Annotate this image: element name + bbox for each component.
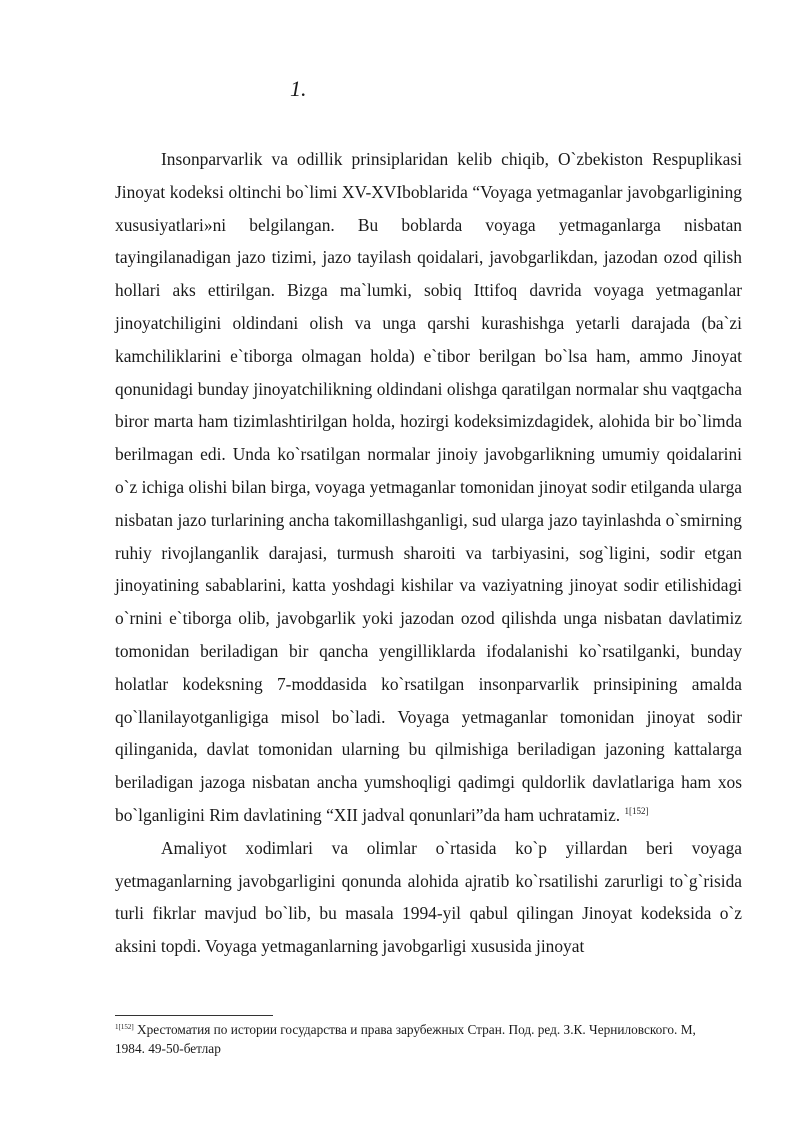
footnote-text: Хрестоматия по истории государства и права зарубежных Стран. Под. ред. З.К. Черниловского. М, 1984. 49-50-бетлар: [115, 1022, 696, 1056]
footnote-reference[interactable]: 1[152]: [624, 805, 649, 816]
footnote-marker: 1[152]: [115, 1023, 134, 1031]
body-text: [115, 143, 742, 963]
footnote: [115, 1020, 715, 1058]
footnote-separator: [115, 1015, 273, 1016]
paragraph-1: [115, 143, 742, 832]
section-heading: 1.: [290, 76, 307, 101]
paragraph-text: Amaliyot xodimlari va olimlar o`rtasida ko`p yillardan beri voyaga yetmaganlarning javobgarligini qonunda alohida ajratib ko`rsatilishi zarurligi to`g`risida turli fikrlar mavjud bo`lib, bu masala 1994-yil qabul qilingan Jinoyat kodeksida o`z aksini topdi. Voyaga yetmaganlarning javobgarligi xususida jinoyat: [115, 837, 742, 957]
paragraph-text: Insonparvarlik va odillik prinsiplaridan kelib chiqib, O`zbekiston Respuplikasi Jinoyat kodeksi oltinchi bo`limi XV-XVIboblarida “Voyaga yetmaganlar javobgarligining xususiyatlari»ni belgilangan. Bu boblarda voyaga yetmaganlarga nisbatan tayingilanadigan jazo tizimi, jazo tayilash qoidalari, javobgarlikdan, jazodan ozod qilish hollari aks ettirilgan. Bizga ma`lumki, sobiq Ittifoq davrida voyaga yetmaganlar jinoyatchiligini oldindani olish va unga qarshi kurashishga yetarli darajada (ba`zi kamchiliklarini e`tiborga olmagan holda) e`tibor berilgan bo`lsa ham, ammo Jinoyat qonunidagi bunday jinoyatchilikning oldindani olishga qaratilgan normalar shu vaqtgacha biror marta ham tizimlashtirilgan holda, hozirgi kodeksimizdagidek, alohida bir bo`limda berilmagan edi. Unda ko`rsatilgan normalar jinoiy javobgarlikning umumiy qoidalarini o`z ichiga olishi bilan birga, voyaga yetmaganlar tomonidan jinoyat sodir etilganda ularga nisbatan jazo turlarining ancha takomillashganligi, sud ularga jazo tayinlashda o`smirning ruhiy rivojlanganlik darajasi, turmush sharoiti va tarbiyasini, sog`ligini, sodir etgan jinoyatining sabablarini, katta yoshdagi kishilar va vaziyatning jinoyat sodir etilishidagi o`rnini e`tiborga olib, javobgarlik yoki jazodan ozod qilishda unga nisbatan davlatimiz tomonidan beriladigan bir qancha yengilliklarda ifodalanishi ko`rsatilganki, bunday holatlar kodeksning 7-moddasida ko`rsatilgan insonparvarlik prinsipining amalda qo`llanilayotganligiga misol bo`ladi. Voyaga yetmaganlar tomonidan jinoyat sodir qilinganida, davlat tomonidan ularning bu qilmishiga beriladigan jazoning kattalarga beriladigan jazoga nisbatan ancha yumshoqligi qadimgi quldorlik davlatlariga ham xos bo`lganligini Rim davlatining “XII jadval qonunlari”da ham uchratamiz.: [115, 149, 742, 825]
paragraph-2: [115, 832, 742, 963]
